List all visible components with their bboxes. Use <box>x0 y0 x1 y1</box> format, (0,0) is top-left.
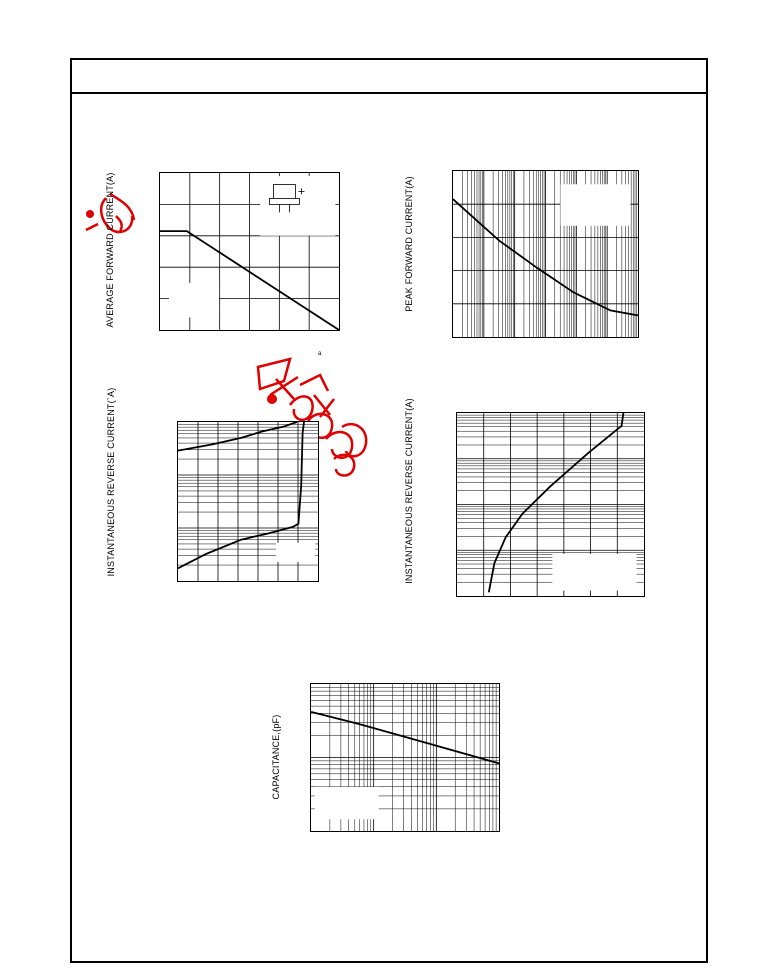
header-divider <box>70 92 708 94</box>
chart2-panel <box>452 170 639 338</box>
chart5-plot <box>311 684 499 831</box>
chart5-ylabel: CAPACITANCE,(pF) <box>271 714 281 800</box>
chart3-plot <box>178 422 318 581</box>
stamp-seal-dot <box>267 394 277 404</box>
chart1-ylabel: AVERAGE FORWARD CURRENT(A) <box>105 172 115 328</box>
package-body-icon <box>273 184 295 198</box>
chart4-blank-area <box>552 554 636 591</box>
chart1-plot <box>160 173 339 330</box>
chart2-blank-area <box>560 184 630 226</box>
chart5-panel <box>310 683 500 832</box>
chart4-ylabel: INSTANTANEOUS REVERSE CURRENT(A) <box>404 398 414 584</box>
chart5-curve <box>311 712 499 764</box>
stamp-dot <box>86 210 94 218</box>
chart5-blank-area <box>315 787 379 819</box>
chart3-ylabel: INSTANTANEOUS REVERSE CURRENT(`A) <box>106 387 116 577</box>
chart3-curve-1 <box>178 422 297 451</box>
chart1-blank-area <box>169 283 219 318</box>
chart2-ylabel: PEAK FORWARD CURRENT(A) <box>404 176 414 312</box>
package-tab-icon <box>269 198 299 204</box>
chart3-panel <box>177 421 319 582</box>
chart3-blank-area <box>276 543 315 562</box>
chart1-inset-area <box>260 176 335 236</box>
chart2-plot <box>453 171 638 337</box>
chart4-plot <box>457 413 644 596</box>
small-mark: a <box>318 351 322 357</box>
chart4-panel <box>456 412 645 597</box>
chart1-panel <box>159 172 340 331</box>
